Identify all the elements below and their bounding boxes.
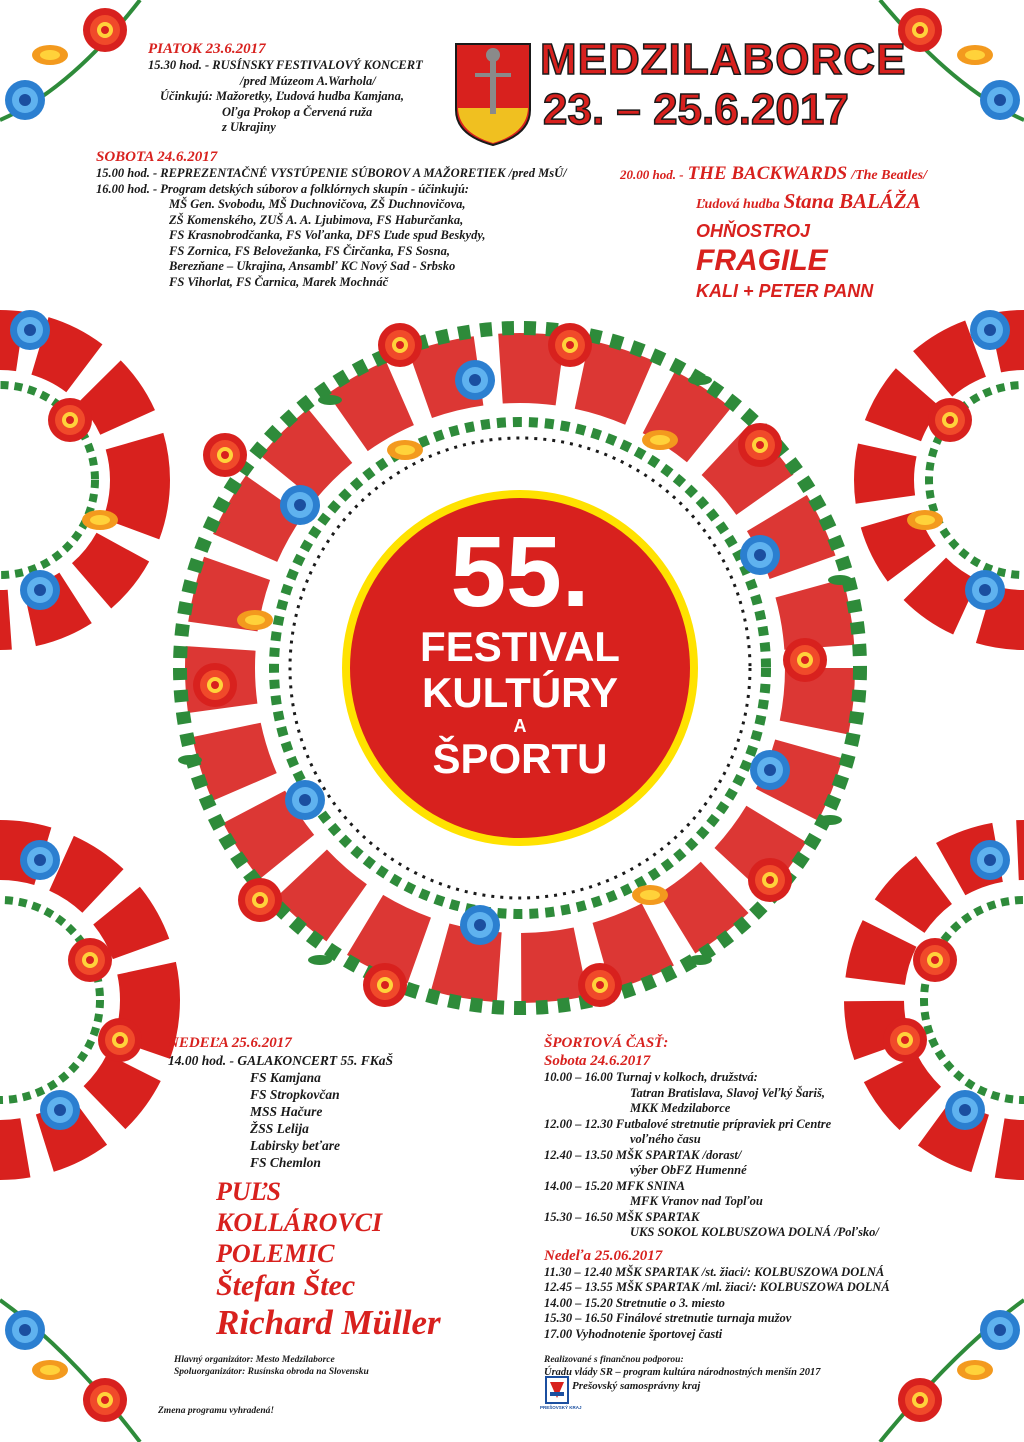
main-organizer: Hlavný organizátor: Mesto Medzilaborce [174,1355,335,1365]
sunday-line: FS Kamjana [250,1070,321,1085]
sport-sun-heading: Nedeľa 25.06.2017 [544,1247,663,1264]
saturday-line: ZŠ Komenského, ZUŠ A. A. Ljubimova, FS Haburčanka, [169,212,464,227]
sunday-line: FS Chemlon [250,1155,321,1170]
organizers [174,1354,369,1378]
friday-line: Účinkujú: Mažoretky, Ľudová hudba Kamjana, [160,89,405,103]
co-organizer: Spoluorganizátor: Rusínska obroda na Slovensku [174,1367,369,1377]
sport-line: Tatran Bratislava, Slavoj Veľký Šariš, [630,1085,825,1100]
fireworks: OHŇOSTROJ [696,221,811,241]
sunday-stars [216,1176,441,1343]
sport-line: 14.00 – 15.20 MFK SNINA [544,1178,685,1193]
band-note: /The Beatles/ [851,168,928,183]
friday-line: 15.30 hod. - RUSÍNSKY FESTIVALOVÝ KONCERT [148,58,423,72]
sport-line: 12.00 – 12.30 Futbalové stretnutie prípraviek pri Centre [544,1116,832,1131]
kali-peter-pann: KALI + PETER PANN [696,281,874,301]
sport-heading: ŠPORTOVÁ ČASŤ: [544,1035,669,1051]
sunday-line: MSS Hačure [250,1104,323,1119]
right-edge-ornament [874,310,1024,1150]
festival-number: 55. [450,516,590,628]
sunday-section [168,1034,393,1171]
town-title: MEDZILABORCE [540,35,907,84]
sport-line: 15.30 – 16.50 MŠK SPARTAK [544,1209,700,1224]
sunday-line: ŽSS Lelija [250,1121,309,1136]
star-kollarovci: KOLLÁROVCI [216,1208,383,1237]
saturday-heading: SOBOTA 24.6.2017 [96,149,218,165]
support-line: Úradu vlády SR – program kultúra národnostných menšín 2017 [544,1367,821,1378]
sport-line: 11.30 – 12.40 MŠK SPARTAK /st. žiaci/: KOLBUSZOWA DOLNÁ [544,1264,885,1279]
sport-line: 12.45 – 13.55 MŠK SPARTAK /ml. žiaci/: KOLBUSZOWA DOLNÁ [544,1280,890,1294]
saturday-line: FS Zornica, FS Belovežanka, FS Čirčanka, FS Sosna, [169,243,450,258]
star-richard-muller: Richard Müller [216,1303,441,1342]
saturday-evening [620,163,1020,304]
sport-line: 17.00 Vyhodnotenie športovej časti [544,1326,723,1341]
support-line: Realizované s finančnou podporou: [544,1355,684,1365]
funding-support [544,1354,821,1393]
saturday-line: 15.00 hod. - REPREZENTAČNÉ VYSTÚPENIE SÚBOROV A MAŽORETIEK /pred MsÚ/ [96,166,567,180]
festival-title [345,508,695,858]
presov-logo-text: PREŠOVSKÝ KRAJ [540,1405,582,1410]
star-stefan-stec: Štefan Štec [216,1269,356,1302]
sunday-line: Labirsky beťare [250,1138,341,1153]
sport-line: 10.00 – 16.00 Turnaj v kolkoch, družstvá: [544,1070,758,1084]
sport-line: výber ObFZ Humenné [630,1163,747,1177]
sport-sat-heading: Sobota 24.6.2017 [544,1053,651,1069]
friday-section [148,40,423,136]
saturday-line: MŠ Gen. Svobodu, MŠ Duchnovičova, ZŠ Duchnovičova, [169,197,466,211]
sunday-line: 14.00 hod. - GALAKONCERT 55. FKaŠ [168,1053,394,1068]
sport-line: voľného času [630,1132,701,1146]
band-name: THE BACKWARDS [687,163,848,184]
festival-line3: A [513,716,527,736]
friday-heading: PIATOK 23.6.2017 [148,41,266,57]
folk-name: Stana BALÁŽA [783,189,921,213]
sport-section [544,1034,890,1342]
star-puls: PUĽS [216,1177,281,1206]
evening-time: 20.00 hod. - [620,167,684,182]
star-polemic: POLEMIC [216,1239,335,1268]
sport-line: MKK Medzilaborce [630,1101,731,1115]
sunday-heading: NEDEĽA 25.6.2017 [168,1035,292,1051]
festival-line2: KULTÚRY [422,669,618,716]
friday-line: z Ukrajiny [222,120,276,134]
festival-line4: ŠPORTU [432,735,608,782]
saturday-line: FS Krasnobrodčanka, FS Voľanka, DFS Ľude spud Beskydy, [169,228,486,242]
left-edge-ornament [0,310,150,1150]
coat-of-arms-icon [456,44,530,145]
saturday-line: FS Vihorlat, FS Čarnica, Marek Mochnáč [169,274,389,289]
festival-line1: FESTIVAL [420,623,620,670]
saturday-section [96,148,567,290]
sport-line: 15.30 – 16.50 Finálové stretnutie turnaja mužov [544,1311,792,1325]
support-line: Prešovský samosprávny kraj [572,1380,701,1392]
sport-line: UKS SOKOL KOLBUSZOWA DOLNÁ /Poľsko/ [630,1225,879,1239]
festival-dates: 23. – 25.6.2017 [543,85,849,134]
sport-line: 12.40 – 13.50 MŠK SPARTAK /dorast/ [544,1147,742,1162]
program-change-note: Zmena programu vyhradená! [158,1406,275,1416]
sport-line: MFK Vranov nad Topľou [630,1194,763,1208]
saturday-line: Berezňane – Ukrajina, Ansambľ KC Nový Sad - Srbsko [169,259,456,273]
friday-line: Oľga Prokop a Červená ruža [222,104,373,119]
folk-prefix: Ľudová hudba [696,197,780,212]
saturday-line: 16.00 hod. - Program detských súborov a folklórnych skupín - účinkujú: [96,181,469,196]
friday-line: /pred Múzeom A.Warhola/ [240,73,376,88]
fragile: FRAGILE [696,244,828,277]
sport-line: 14.00 – 15.20 Stretnutie o 3. miesto [544,1295,725,1310]
sunday-line: FS Stropkovčan [250,1087,340,1102]
